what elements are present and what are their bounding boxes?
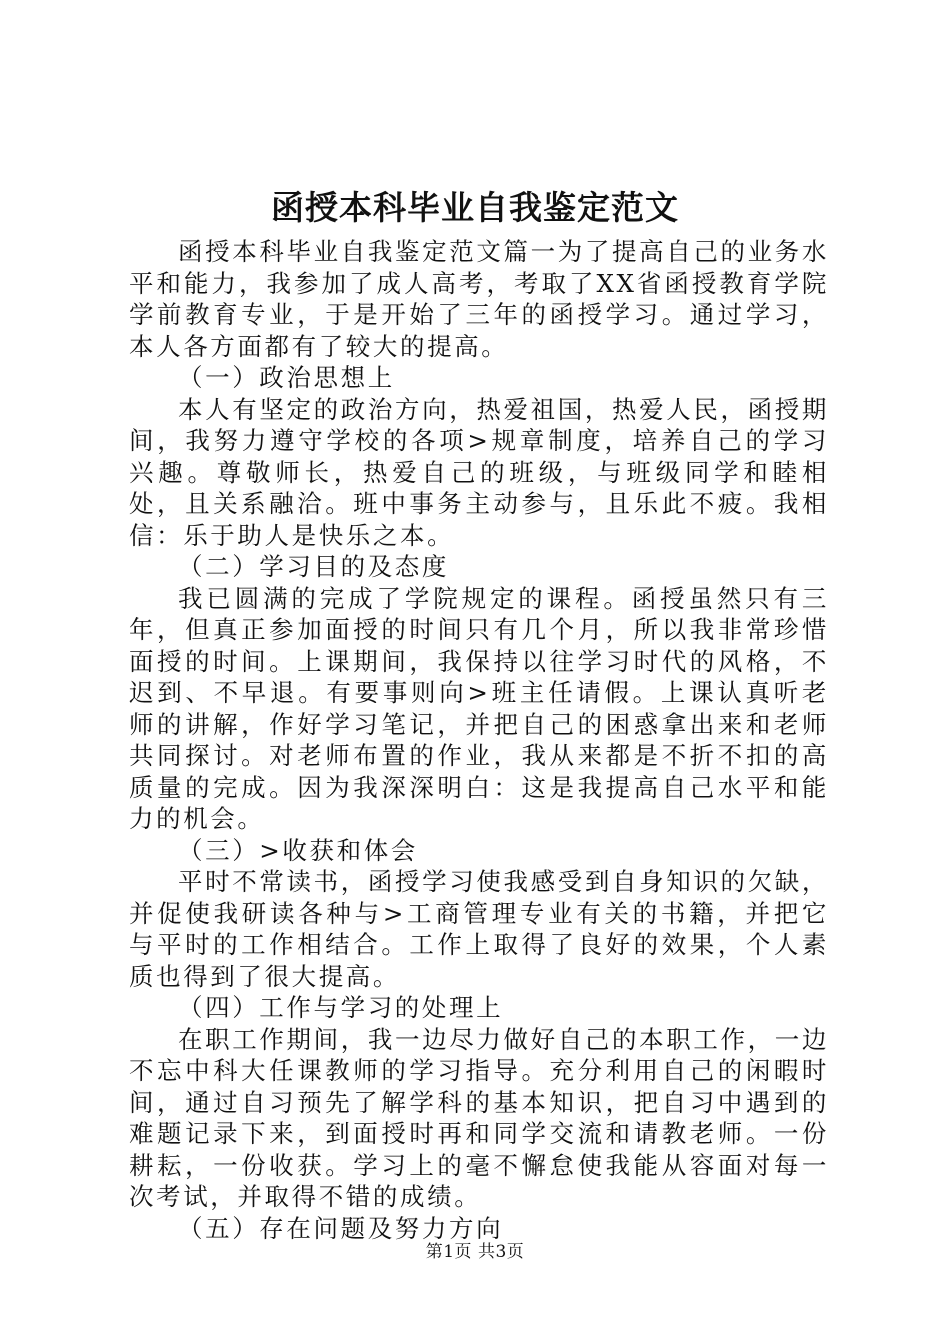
document-title: 函授本科毕业自我鉴定范文 bbox=[271, 188, 679, 227]
paragraph-section-4: 在职工作期间，我一边尽力做好自己的本职工作，一边不忘中科大任课教师的学习指导。充分利用自己的闲暇时间，通过自习预先了解学科的基本知识，把自习中遇到的难题记录下来，到面授时再和同学交流和请教老师。一份耕耘，一份收获。学习上的毫不懈怠使我能从容面对每一次考试，并取得不错的成绩。 bbox=[129, 1024, 829, 1211]
section-heading-3: （三）>收获和体会 bbox=[178, 835, 418, 865]
section-heading-4: （四）工作与学习的处理上 bbox=[178, 993, 504, 1022]
section-heading-2: （二）学习目的及态度 bbox=[178, 552, 449, 581]
section-heading-5: （五）存在问题及努力方向 bbox=[178, 1213, 504, 1243]
page-footer: 第1页 共3页 bbox=[425, 1242, 525, 1262]
paragraph-section-2: 我已圆满的完成了学院规定的课程。函授虽然只有三年，但真正参加面授的时间只有几个月，所以我非常珍惜面授的时间。上课期间，我保持以往学习时代的风格，不迟到、不早退。有要事则向>班主任请假。上课认真听老师的讲解，作好学习笔记，并把自己的困惑拿出来和老师共同探讨。对老师布置的作业，我从来都是不折不扣的高质量的完成。因为我深深明白：这是我提高自己水平和能力的机会。 bbox=[129, 583, 829, 833]
paragraph-section-3: 平时不常读书，函授学习使我感受到自身知识的欠缺，并促使我研读各种与>工商管理专业有关的书籍，并把它与平时的工作相结合。工作上取得了良好的效果，个人素质也得到了很大提高。 bbox=[129, 867, 829, 991]
paragraph-section-1: 本人有坚定的政治方向，热爱祖国，热爱人民，函授期间，我努力遵守学校的各项>规章制度，培养自己的学习兴趣。尊敬师长，热爱自己的班级，与班级同学和睦相处，且关系融洽。班中事务主动参与，且乐此不疲。我相信：乐于助人是快乐之本。 bbox=[129, 394, 829, 550]
paragraph-intro: 函授本科毕业自我鉴定范文篇一为了提高自己的业务水平和能力，我参加了成人高考，考取了XX省函授教育学院学前教育专业，于是开始了三年的函授学习。通过学习，本人各方面都有了较大的提高。 bbox=[129, 237, 829, 361]
section-heading-1: （一）政治思想上 bbox=[178, 363, 395, 392]
document-body bbox=[129, 236, 829, 1244]
